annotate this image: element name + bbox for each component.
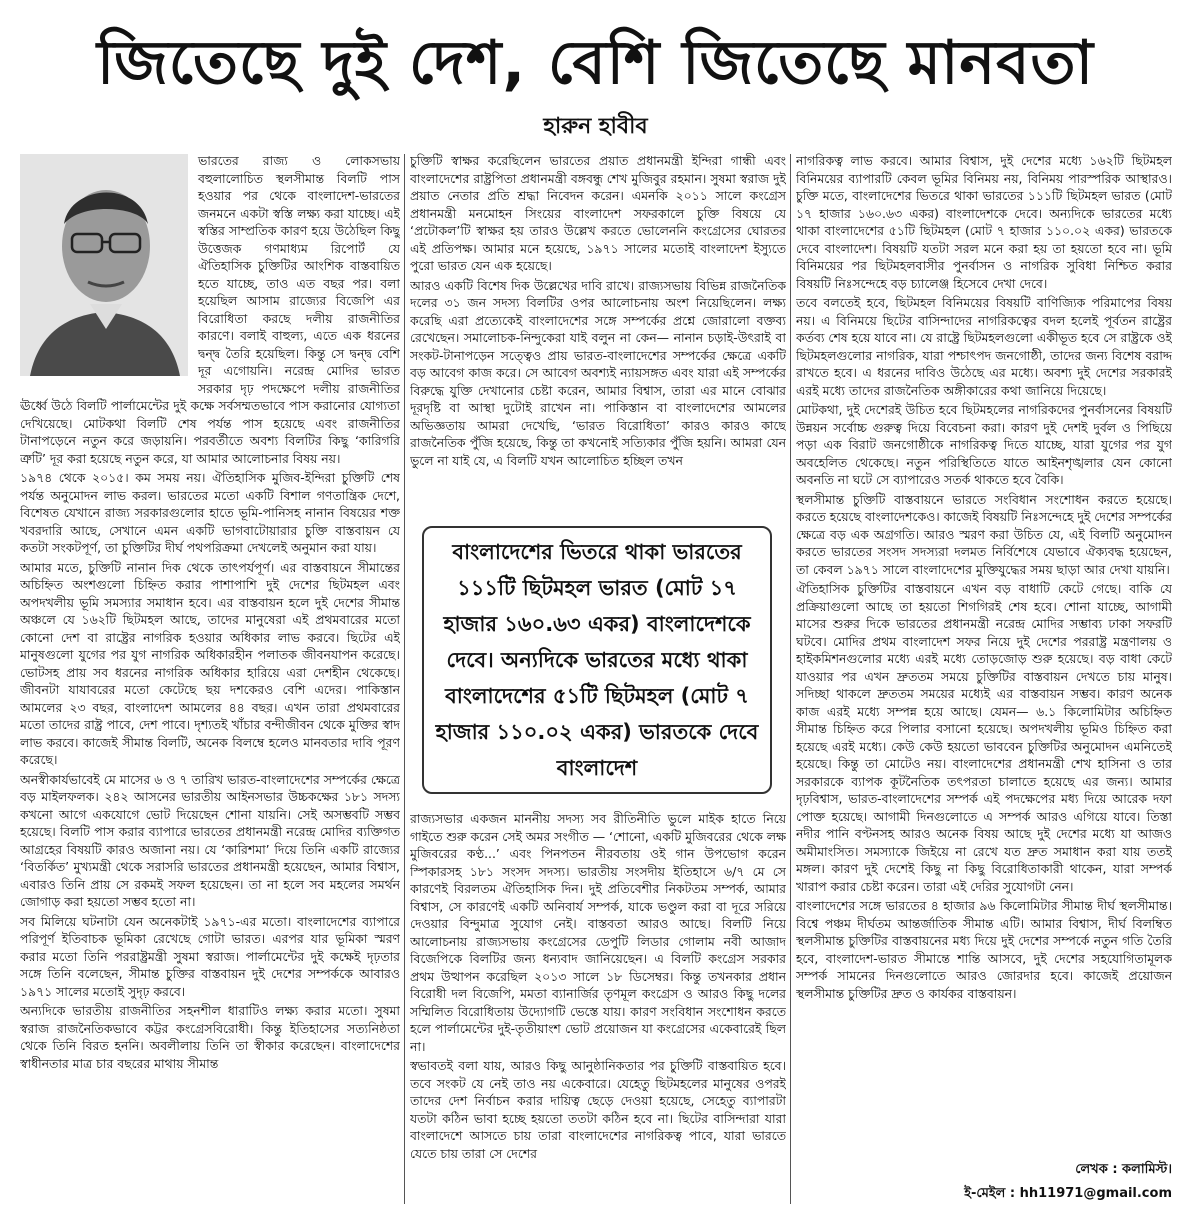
paragraph: ১৯৭৪ থেকে ২০১৫। কম সময় নয়। ঐতিহাসিক মুজিব-ইন্দিরা চুক্তিটি শেষ পর্যন্ত অনুমোদন লাভ করল। ভারতের মতো একটি বিশাল গণতান্ত্রিক দেশে, বিশেষত যেখানে রাজ্য সরকারগুলোর হাতে ভূমি-পানিসহ নানান বিষয়ের শক্ত খবরদারি আছে, সেখানে এমন একটি ভাগবাটোয়ারার চুক্তি বাস্তবায়ন যে কতটা সংকটপূর্ণ, তা চুক্তিটির দীর্ঘ পথপরিক্রমা দেখলেই অনুমান করা যায়। — [20, 470, 400, 555]
column-2-bottom — [410, 810, 786, 1202]
author-signoff — [796, 1158, 1172, 1206]
paragraph: চুক্তিটি স্বাক্ষর করেছিলেন ভারতের প্রয়াত প্রধানমন্ত্রী ইন্দিরা গান্ধী এবং বাংলাদেশের রাষ্ট্রপিতা প্রধানমন্ত্রী বঙ্গবন্ধু শেখ মুজিবুর রহমান। সুষমা স্বরাজ দুই প্রয়াত নেতার প্রতি শ্রদ্ধা নিবেদন করেন। এমনকি ২০১১ সালে কংগ্রেস প্রধানমন্ত্রী মনমোহন সিংয়ের বাংলাদেশ সফরকালে চুক্তি বিষয়ে যে ‘প্রটোকল’টি স্বাক্ষর হয় তারও উল্লেখ করতে ভোলেননি কংগ্রেসের ঘোরতর এই প্রতিপক্ষ। আমার মনে হয়েছে, ১৯৭১ সালের মতোই বাংলাদেশ ইস্যুতে পুরো ভারত যেন এক হয়েছে। — [410, 153, 786, 273]
author-email: ই-মেইল : hh11971@gmail.com — [964, 1186, 1172, 1201]
author-portrait-image — [20, 154, 188, 376]
column-1 — [20, 152, 400, 1202]
column-3 — [796, 152, 1172, 1152]
paragraph: ভারতের রাজ্য ও লোকসভায় বহুলালোচিত স্থলসীমান্ত বিলটি পাস হওয়ার পর থেকে বাংলাদেশ-ভারতের জনমনে একটা স্বস্তি লক্ষ্য করা যাচ্ছে। এই স্বস্তির সাম্প্রতিক কারণ হয়ে উঠেছিল কিছু উত্তেজক গণমাধ্যম রিপোর্ট যে ঐতিহাসিক চুক্তিটির আংশিক বাস্তবায়িত হতে যাচ্ছে, তাও এত বছর পর। বলা হয়েছিল আসাম রাজ্যের বিজেপি এর বিরোধিতা করছে দলীয় রাজনীতির কারণে। বলাই বাহুল্য, এতে এক ধরনের দ্বন্দ্ব তৈরি হয়েছিল। কিন্তু সে দ্বন্দ্ব বেশি দূর এগোয়নি। নরেন্দ্র মোদির ভারত সরকার দৃঢ় পদক্ষেপে দলীয় রাজনীতির ঊর্ধ্বে উঠে বিলটি পার্লামেন্টের দুই কক্ষে সর্বসম্মতভাবে পাস করানোর যোগ্যতা দেখিয়েছে। মোটকথা বিলটি শেষ পর্যন্ত পাস হয়েছে এবং রাজনীতির টানাপড়েনে নতুন করে জড়ায়নি। পরবর্তীতে অবশ্য বিলটির কিছু ‘কারিগরি ত্রুটি’ দূর করা হয়েছে নতুন করে, যা আমার আলোচনার বিষয় নয়। — [20, 153, 400, 466]
pull-quote-box — [422, 526, 772, 794]
paragraph: অন্যদিকে ভারতীয় রাজনীতির সহনশীল ধারাটিও লক্ষ্য করার মতো। সুষমা স্বরাজ রাজনৈতিকভাবে কট্টর কংগ্রেসবিরোধী। কিন্তু ইতিহাসের সত্যনিষ্ঠতা থেকে তিনি বিরত হননি। অবলীলায় তিনি তা স্বীকার করেছেন। বাংলাদেশের স্বাধীনতার মাত্র চার বছরের মাথায় সীমান্ত — [20, 1003, 400, 1071]
paragraph: আমার মতে, চুক্তিটি নানান দিক থেকে তাৎপর্যপূর্ণ। এর বাস্তবায়নে সীমান্তের অচিহ্নিত অংশগুলো চিহ্নিত করার পাশাপাশি দুই দেশের ছিটমহল এবং অপদখলীয় ভূমি সমস্যার সমাধান হবে। এর বাস্তবায়ন হলে দুই দেশের সীমান্ত অঞ্চলে যে ১৬২টি ছিটমহল আছে, তাদের মানুষেরা এই প্রথমবারের মতো কোনো দেশ বা রাষ্ট্রের নাগরিক হওয়ার অধিকার লাভ করবে। ছিটের এই মানুষগুলো যুগের পর যুগ নাগরিক অধিকারহীন পলাতক জীবনযাপন করেছে। ভোটসহ প্রায় সব ধরনের নাগরিক অধিকার হারিয়ে এরা দেশহীন থেকেছে। জীবনটা যাযাবরের মতো কেটেছে ছয় দশকেরও বেশি এদের। পাকিস্তান আমলের ২৩ বছর, বাংলাদেশ আমলের ৪৪ বছর। এখন তারা প্রথমবারের মতো তাদের রাষ্ট্র পাবে, দেশ পাবে। দৃশ্যতই খাঁচার বন্দীজীবন থেকে মুক্তির স্বাদ লাভ করবে। কাজেই সীমান্ত বিলটি, অনেক বিলম্বে হলেও মানবতার দাবি পূরণ করেছে। — [20, 559, 400, 767]
pull-quote-text: বাংলাদেশের ভিতরে থাকা ভারতের ১১১টি ছিটমহল ভারত (মোট ১৭ হাজার ১৬০.৬৩ একর) বাংলাদেশকে দেবে। অন্যদিকে ভারতের মধ্যে থাকা বাংলাদেশের ৫১টি ছিটমহল (মোট ৭ হাজার ১১০.০২ একর) ভারতকে দেবে বাংলাদেশ — [435, 540, 759, 780]
author-photo — [20, 154, 188, 376]
paragraph: নাগরিকত্ব লাভ করবে। আমার বিশ্বাস, দুই দেশের মধ্যে ১৬২টি ছিটমহল বিনিময়ের ব্যাপারটি কেবল ভূমির বিনিময় নয়, বিনিময় পারস্পরিক আস্থারও। চুক্তি মতে, বাংলাদেশের ভিতরে থাকা ভারতের ১১১টি ছিটমহল ভারত (মোট ১৭ হাজার ১৬০.৬৩ একর) বাংলাদেশকে দেবে। অন্যদিকে ভারতের মধ্যে থাকা বাংলাদেশের ৫১টি ছিটমহল (মোট ৭ হাজার ১১০.০২ একর) ভারতকে দেবে বাংলাদেশ। বিষয়টি যতটা সরল মনে করা হয় তা হয়তো হবে না। ভূমি বিনিময়ের পর ছিটমহলবাসীর পুনর্বাসন ও নাগরিক সুবিধা নিশ্চিত করার বিষয়টি নিঃসন্দেহে বড় চ্যালেঞ্জ হিসেবে দেখা দেবে। — [796, 153, 1172, 291]
headline: জিতেছে দুই দেশ, বেশি জিতেছে মানবতা — [97, 28, 1094, 98]
paragraph: আরও একটি বিশেষ দিক উল্লেখের দাবি রাখে। রাজ্যসভায় বিভিন্ন রাজনৈতিক দলের ৩১ জন সদস্য বিলটির ওপর আলোচনায় অংশ নিয়েছিলেন। লক্ষ্য করেছি এরা প্রত্যেকেই বাংলাদেশের সঙ্গে সম্পর্কের প্রশ্নে জোরালো বক্তব্য রেখেছেন। সমালোচক-নিন্দুকেরা যাই বলুন না কেন— নানান চড়াই-উৎরাই বা সংকট-টানাপড়েন সত্ত্বেও প্রায় ভারত-বাংলাদেশের সম্পর্কের ক্ষেত্রে একটি বড় আবেগ কাজ করে। সে আবেগ অবশ্যই ন্যায়সঙ্গত এবং যারা এই সম্পর্কের বিরুদ্ধে যুক্তি দেখানোর চেষ্টা করেন, আমার বিশ্বাস, তারা এর মানে বোঝার দূরদৃষ্টি বা আস্থা দুটোই রাখেন না। পাকিস্তান বা বাংলাদেশের আমলের অভিজ্ঞতায় আমরা দেখেছি, ‘ভারত বিরোধিতা’ কারও কারও কাছে রাজনৈতিক পুঁজি হয়েছে, কিন্তু তা কখনোই সত্যিকার পুঁজি হয়নি। আমরা যেন ভুলে না যাই যে, এ বিলটি যখন আলোচিত হচ্ছিল তখন — [410, 277, 786, 468]
paragraph: ঐতিহাসিক চুক্তিটির বাস্তবায়নে এখন বড় বাধাটি কেটে গেছে। বাকি যে প্রক্রিয়াগুলো আছে তা হয়তো শিগগিরই শেষ হবে। শোনা যাচ্ছে, আগামী মাসের শুরুর দিকে ভারতের প্রধানমন্ত্রী নরেন্দ্র মোদির সম্ভাব্য ঢাকা সফরটি ঘটবে। মোদির প্রথম বাংলাদেশ সফর নিয়ে দুই দেশের পররাষ্ট্র মন্ত্রণালয় ও হাইকমিশনগুলোর মধ্যে এরই মধ্যে তোড়জোড় শুরু হয়েছে। বড় বাধা কেটে যাওয়ার পর এখন দ্রুততম সময়ে চুক্তিটির বাস্তবায়ন দেখতে চায় মানুষ। সদিচ্ছা থাকলে দ্রুততম সময়ের মধ্যেই এর বাস্তবায়ন সম্ভব। কারণ অনেক কাজ এরই মধ্যে সম্পন্ন হয়ে আছে। যেমন— ৬.১ কিলোমিটার অচিহ্নিত সীমান্ত চিহ্নিত করে পিলার বসানো হয়েছে। অপদখলীয় ভূমিও চিহ্নিত করা হয়েছে এরই মধ্যে। কেউ কেউ হয়তো ভাববেন চুক্তিটির অনুমোদন এমনিতেই হয়েছে। কিন্তু তা মোটেও নয়। বাংলাদেশের প্রধানমন্ত্রী শেখ হাসিনা ও তার সরকারকে ব্যাপক কূটনৈতিক তৎপরতা চালাতে হয়েছে এর জন্য। আমার দৃঢ়বিশ্বাস, ভারত-বাংলাদেশের সম্পর্ক এই পদক্ষেপের মধ্য দিয়ে আরেক দফা পোক্ত হয়েছে। আগামী দিনগুলোতে এ সম্পর্ক আরও এগিয়ে যাবে। তিস্তা নদীর পানি বণ্টনসহ আরও অনেক বিষয় আছে দুই দেশের মধ্যে যা আজও অমীমাংসিত। সমস্যাকে জিইয়ে না রেখে যত দ্রুত সমাধান করা যায় ততই মঙ্গল। কারণ দুই দেশেই কিছু না কিছু বিরোধিতাকারী থাকেন, যারা সম্পর্ক খারাপ করার চেষ্টা করেন। তারা এই দেরির সুযোগটা নেন। — [796, 581, 1172, 894]
writer-credit: লেখক : কলামিস্ট। — [1075, 1162, 1172, 1177]
paragraph: মোটকথা, দুই দেশেরই উচিত হবে ছিটমহলের নাগরিকদের পুনর্বাসনের বিষয়টি উন্নয়ন সর্বোচ্চ গুরুত্ব দিয়ে বিবেচনা করা। কারণ দুই দেশই দুর্বল ও পিছিয়ে পড়া এক বিরাট জনগোষ্ঠীকে নাগরিকত্ব দিতে যাচ্ছে, যারা যুগের পর যুগ অবহেলিত থেকেছে। নতুন পরিস্থিতিতে যাতে আইনশৃঙ্খলার যেন কোনো অবনতি না ঘটে সে ব্যাপারেও সতর্ক থাকতে হবে বৈকি। — [796, 402, 1172, 487]
column-2-top — [410, 152, 786, 524]
paragraph: রাজ্যসভার একজন মাননীয় সদস্য সব রীতিনীতি ভুলে মাইক হাতে নিয়ে গাইতে শুরু করেন সেই অমর সংগীত — ‘শোনো, একটি মুজিবরের থেকে লক্ষ মুজিবরের কণ্ঠ...’ এবং পিনপতন নীরবতায় ওই গান উপভোগ করেন স্পিকারসহ ১৮১ সংসদ সদস্য। ভারতীয় সংসদীয় ইতিহাসে ৬/৭ মে সে কারণেই বিরলতম ঐতিহাসিক দিন। দুই প্রতিবেশীর নিকটতম সম্পর্ক, আমার বিশ্বাস, সে কারণেই একটি অনিবার্য সম্পর্ক, যাকে ভণ্ডুল করা বা দূরে সরিয়ে দেওয়ার বিন্দুমাত্র সুযোগ নেই। বাস্তবতা আরও আছে। বিলটি নিয়ে আলোচনায় রাজ্যসভায় কংগ্রেসের ডেপুটি লিডার গোলাম নবী আজাদ বিজেপিকে বিলটির জন্য ধন্যবাদ জানিয়েছেন। এ বিলটি কংগ্রেস সরকার প্রথম উত্থাপন করেছিল ২০১৩ সালে ১৮ ডিসেম্বর। কিন্তু তখনকার প্রধান বিরোধী দল বিজেপি, মমতা ব্যানার্জির তৃণমূল কংগ্রেস ও আরও কিছু দলের সম্মিলিত বিরোধিতায় উদ্যোগটি ভেস্তে যায়। কারণ সংবিধান সংশোধন করতে হলে পার্লামেন্টের দুই-তৃতীয়াংশ ভোট প্রয়োজন যা কংগ্রেসের একেবারেই ছিল না। — [410, 811, 786, 1054]
paragraph: বাংলাদেশের সঙ্গে ভারতের ৪ হাজার ৯৬ কিলোমিটার সীমান্ত দীর্ঘ স্থলসীমান্ত। বিশ্বে পঞ্চম দীর্ঘতম আন্তর্জাতিক সীমান্ত এটি। আমার বিশ্বাস, দীর্ঘ বিলম্বিত স্থলসীমান্ত চুক্তিটির বাস্তবায়নের মধ্য দিয়ে দুই দেশের সম্পর্কে নতুন গতি তৈরি হবে, বাংলাদেশ-ভারত সীমান্তে শান্তি আসবে, দুই দেশের সহযোগিতামূলক সম্পর্ক সামনের দিনগুলোতে আরও জোরদার হবে। কাজেই প্রয়োজন স্থলসীমান্ত চুক্তিটির দ্রুত ও কার্যকর বাস্তবায়ন। — [796, 898, 1172, 1001]
column-divider-1 — [404, 154, 405, 1204]
paragraph: তবে বলতেই হবে, ছিটমহল বিনিময়ের বিষয়টি বাণিজ্যিক পরিমাপের বিষয় নয়। এ বিনিময়ে ছিটের বাসিন্দাদের নাগরিকত্বের বদল হলেই পূর্বতন রাষ্ট্রের কর্তব্য শেষ হয়ে যাবে না। যে রাষ্ট্রে ছিটমহলগুলো একীভূত হবে সে রাষ্ট্রকে ওই ছিটমহলগুলোর নাগরিক, যারা পশ্চাৎপদ জনগোষ্ঠী, তাদের জন্য বিশেষ বরাদ্দ রাখতে হবে। এ ধরনের দাবিও উঠেছে এর মধ্যে। অবশ্য দুই দেশের সরকারই এরই মধ্যে তাদের রাজনৈতিক অঙ্গীকারের কথা জানিয়ে দিয়েছে। — [796, 295, 1172, 398]
column-divider-2 — [790, 154, 791, 1204]
paragraph: স্বভাবতই বলা যায়, আরও কিছু আনুষ্ঠানিকতার পর চুক্তিটি বাস্তবায়িত হবে। তবে সংকট যে নেই তাও নয় একেবারে। যেহেতু ছিটমহলের মানুষের ওপরই তাদের দেশ নির্বাচন করার দায়িত্ব ছেড়ে দেওয়া হয়েছে, সেহেতু ব্যাপারটা যতটা কঠিন ভাবা হচ্ছে হয়তো ততটা কঠিন হবে না। ছিটের বাসিন্দারা যারা বাংলাদেশে আসতে চায় তারা বাংলাদেশের নাগরিকত্ব পাবে, যারা ভারতে যেতে চায় তারা সে দেশের — [410, 1058, 786, 1161]
paragraph: সব মিলিয়ে ঘটনাটা যেন অনেকটাই ১৯৭১-এর মতো। বাংলাদেশের ব্যাপারে পরিপূর্ণ ইতিবাচক ভূমিকা রেখেছে গোটা ভারত। এরপর যার ভূমিকা স্মরণ করার মতো তিনি পররাষ্ট্রমন্ত্রী সুষমা স্বরাজ। পার্লামেন্টের দুই কক্ষেই দৃঢ়তার সঙ্গে তিনি বলেছেন, সীমান্ত চুক্তির বাস্তবায়ন দুই দেশের সম্পর্ককে আবারও ১৯৭১ সালের মতোই সুদৃঢ় করবে। — [20, 913, 400, 999]
byline: হারুন হাবীব — [543, 114, 648, 139]
paragraph: স্থলসীমান্ত চুক্তিটি বাস্তবায়নে ভারতে সংবিধান সংশোধন করতে হয়েছে। করতে হয়েছে বাংলাদেশকেও। কাজেই বিষয়টি নিঃসন্দেহে দুই দেশের সম্পর্কের ক্ষেত্রে বড় এক অগ্রগতি। আরও স্মরণ করা উচিত যে, এই বিলটি অনুমোদন করতে ভারতের সংসদ সদস্যরা দলমত নির্বিশেষে যেভাবে ঐক্যবদ্ধ হয়েছেন, তা কেবল ১৯৭১ সালে বাংলাদেশের মুক্তিযুদ্ধের সময় ছাড়া আর দেখা যায়নি। — [796, 491, 1172, 577]
paragraph: অনস্বীকার্যভাবেই মে মাসের ৬ ও ৭ তারিখ ভারত-বাংলাদেশের সম্পর্কের ক্ষেত্রে বড় মাইলফলক। ২৪২ আসনের ভারতীয় আইনসভার উচ্চকক্ষের ১৮১ সদস্য কখনো আগে একযোগে ভোট দিয়েছেন শোনা যায়নি। সেই অসম্ভবটি সম্ভব হয়েছে। বিলটি পাস করার ব্যাপারে ভারতের প্রধানমন্ত্রী নরেন্দ্র মোদির ব্যক্তিগত আগ্রহের বিষয়টি কারও অজানা নয়। যে ‘কারিশমা’ দিয়ে তিনি একটি রাজ্যের ‘বিতর্কিত’ মুখ্যমন্ত্রী থেকে সরাসরি ভারতের প্রধানমন্ত্রী হয়েছেন, আমার বিশ্বাস, এবারও তিনি প্রায় সে রকমই সফল হয়েছেন। তা না হলে সব মহলের সমর্থন জোগাড় করা হয়তো সম্ভব হতো না। — [20, 771, 400, 909]
